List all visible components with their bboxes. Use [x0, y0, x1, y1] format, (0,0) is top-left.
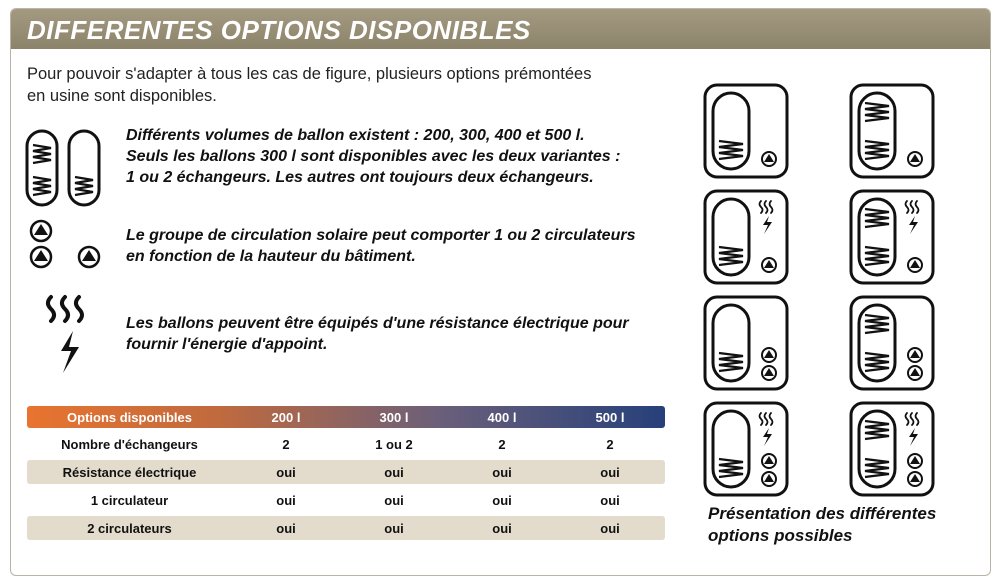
table-row [27, 432, 665, 456]
table-header-row [27, 406, 665, 428]
table-row [27, 516, 665, 540]
table-cell: oui [492, 492, 512, 508]
table-header-cell: 500 l [595, 409, 625, 425]
table-cell: oui [384, 520, 404, 536]
pump-icon [27, 219, 119, 271]
configuration-diagram [849, 401, 935, 497]
title-bar [11, 9, 990, 49]
table-row [27, 460, 665, 484]
table-cell: oui [384, 464, 404, 480]
intro-text [27, 63, 677, 107]
caption-line-2: options possibles [708, 526, 853, 545]
table-cell: 1 circulateur [90, 492, 169, 508]
table-cell: 2 circulateurs [87, 520, 172, 536]
table-cell: Résistance électrique [62, 464, 197, 480]
table-cell: oui [384, 492, 404, 508]
configuration-diagram [703, 401, 789, 497]
configuration-diagram [849, 295, 935, 391]
configuration-diagram [703, 295, 789, 391]
table-cell: Nombre d'échangeurs [61, 436, 198, 452]
electric-heat-icon [43, 293, 93, 379]
option-circulateurs [126, 225, 635, 267]
table-cell: oui [276, 492, 296, 508]
table-cell: 1 ou 2 [375, 436, 413, 452]
intro-line-2: en usine sont disponibles. [27, 87, 217, 105]
option-text-line: Le groupe de circulation solaire peut comporter 1 ou 2 circulateurs [126, 227, 636, 244]
option-text-line: 1 ou 2 échangeurs. Les autres ont toujours deux échangeurs. [126, 169, 594, 186]
option-text-line: en fonction de la hauteur du bâtiment. [126, 248, 416, 265]
table-cell: oui [276, 520, 296, 536]
table-cell: oui [600, 492, 620, 508]
table-cell: oui [600, 464, 620, 480]
configuration-diagram [849, 189, 935, 285]
table-row [27, 488, 665, 512]
table-header-cell: 300 l [379, 409, 409, 425]
option-resistance [126, 313, 629, 355]
option-text-line: Différents volumes de ballon existent : 200, 300, 400 et 500 l. [126, 127, 585, 144]
table-cell: 2 [282, 436, 290, 452]
options-panel [10, 8, 991, 576]
options-table [27, 406, 665, 544]
table-cell: oui [276, 464, 296, 480]
table-cell: oui [600, 520, 620, 536]
diagram-caption [708, 503, 936, 547]
option-volumes [126, 125, 620, 188]
configuration-diagram [849, 83, 935, 179]
option-text-line: Seuls les ballons 300 l sont disponibles avec les deux variantes : [126, 148, 621, 165]
intro-line-1: Pour pouvoir s'adapter à tous les cas de figure, plusieurs options prémontées [27, 65, 592, 83]
page-title: DIFFERENTES OPTIONS DISPONIBLES [27, 15, 531, 45]
table-cell: 2 [606, 436, 614, 452]
configuration-diagram [703, 83, 789, 179]
configuration-diagram [703, 189, 789, 285]
option-text-line: Les ballons peuvent être équipés d'une résistance électrique pour [126, 315, 629, 332]
table-cell: oui [492, 464, 512, 480]
table-cell: oui [492, 520, 512, 536]
table-header-cell: 200 l [271, 409, 301, 425]
tank-icon [23, 127, 105, 209]
option-text-line: fournir l'énergie d'appoint. [126, 336, 328, 353]
caption-line-1: Présentation des différentes [708, 504, 937, 523]
table-cell: 2 [498, 436, 506, 452]
table-header-cell: 400 l [487, 409, 517, 425]
table-header-cell: Options disponibles [67, 409, 192, 425]
